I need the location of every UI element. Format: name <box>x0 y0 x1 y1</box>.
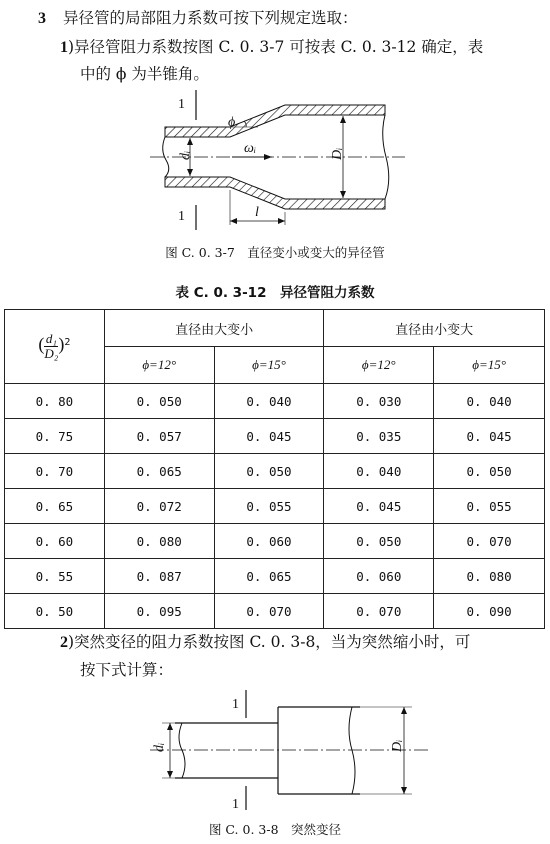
table-cell: 0. 65 <box>5 489 105 524</box>
table-caption: 表 C. 0. 3-12 异径管阻力系数 <box>175 285 375 301</box>
table-cell: 0. 040 <box>324 454 434 489</box>
table-row <box>5 524 545 559</box>
Di-label: Dᵢ <box>330 147 345 160</box>
item-2-line2: 按下式计算： <box>80 661 174 679</box>
table-cell: 0. 057 <box>104 419 214 454</box>
table-row <box>5 559 545 594</box>
figure-caption-1: 图 C. 0. 3-7 直径变小或变大的异径管 <box>165 245 385 260</box>
table-cell: 0. 55 <box>5 559 105 594</box>
di-label: dᵢ <box>152 742 167 752</box>
item-3-number: 3 <box>38 10 46 27</box>
group-header-increasing: 直径由小变大 <box>324 310 545 347</box>
table-cell: 0. 040 <box>214 384 324 419</box>
table-cell: 0. 065 <box>104 454 214 489</box>
table-cell: 0. 035 <box>324 419 434 454</box>
table-cell: 0. 055 <box>214 489 324 524</box>
table-cell: 0. 60 <box>5 524 105 559</box>
table-row <box>5 489 545 524</box>
table-cell: 0. 050 <box>434 454 545 489</box>
item-3-text: 异径管的局部阻力系数可按下列规定选取： <box>62 9 358 27</box>
table-row <box>5 594 545 629</box>
l-label: l <box>255 205 259 220</box>
item-1-line1: )异径管阻力系数按图 C. 0. 3-7 可按表 C. 0. 3-12 确定，表 <box>68 38 484 56</box>
section-label-top: 1 <box>178 97 185 112</box>
subheader-cell: ϕ=15° <box>214 347 324 384</box>
table-cell: 0. 070 <box>324 594 434 629</box>
item-1-line2: 中的 ϕ 为半锥角。 <box>80 65 209 83</box>
ratio-power: 2 <box>64 336 71 348</box>
table-cell: 0. 70 <box>5 454 105 489</box>
table-cell: 0. 050 <box>324 524 434 559</box>
resistance-table <box>4 309 545 629</box>
lower-pipe-wall <box>165 177 385 209</box>
item-1-number: 1 <box>60 39 68 56</box>
reducer-diagram <box>0 90 550 240</box>
item-1 <box>60 35 483 60</box>
table-cell: 0. 070 <box>214 594 324 629</box>
table-row <box>5 454 545 489</box>
table-cell: 0. 080 <box>434 559 545 594</box>
table-cell: 0. 070 <box>434 524 545 559</box>
table-cell: 0. 065 <box>214 559 324 594</box>
table-cell: 0. 060 <box>324 559 434 594</box>
table-cell: 0. 050 <box>214 454 324 489</box>
table-cell: 0. 045 <box>214 419 324 454</box>
table-cell: 0. 030 <box>324 384 434 419</box>
sudden-change-diagram <box>0 690 550 815</box>
table-row <box>5 419 545 454</box>
omega-label: ωᵢ <box>244 141 257 156</box>
item-2-number: 2 <box>60 634 68 651</box>
table-cell: 0. 045 <box>324 489 434 524</box>
group-header-decreasing: 直径由大变小 <box>104 310 324 347</box>
subheader-cell: ϕ=12° <box>324 347 434 384</box>
table-cell: 0. 087 <box>104 559 214 594</box>
subheader-cell: ϕ=15° <box>434 347 545 384</box>
phi-label: ϕ <box>228 115 236 130</box>
section-label-bottom: 1 <box>178 209 185 224</box>
upper-pipe-wall <box>165 105 385 137</box>
di-label: dᵢ <box>178 150 193 160</box>
table-row <box>5 384 545 419</box>
table-cell: 0. 095 <box>104 594 214 629</box>
ratio-denominator: D₂ <box>44 346 59 361</box>
ratio-header: ( $\frac{\text{d₁}}{\text{D₂}}$ )$^2$ <box>5 310 105 384</box>
table-cell: 0. 090 <box>434 594 545 629</box>
table-cell: 0. 50 <box>5 594 105 629</box>
section-label-bottom: 1 <box>232 797 239 812</box>
table-cell: 0. 040 <box>434 384 545 419</box>
item-2-line1: )突然变径的阻力系数按图 C. 0. 3-8，当为突然缩小时，可 <box>68 633 471 651</box>
table-cell: 0. 75 <box>5 419 105 454</box>
figure-caption-2: 图 C. 0. 3-8 突然变径 <box>208 822 342 837</box>
subheader-cell: ϕ=12° <box>104 347 214 384</box>
table-cell: 0. 072 <box>104 489 214 524</box>
section-label-top: 1 <box>232 697 239 712</box>
Di-label: Dᵢ <box>390 739 405 752</box>
item-2 <box>60 630 470 655</box>
table-cell: 0. 045 <box>434 419 545 454</box>
table-cell: 0. 050 <box>104 384 214 419</box>
table-cell: 0. 080 <box>104 524 214 559</box>
item-3 <box>38 6 357 31</box>
ratio-numerator: d₁ <box>45 331 57 346</box>
table-cell: 0. 055 <box>434 489 545 524</box>
table-cell: 0. 060 <box>214 524 324 559</box>
table-cell: 0. 80 <box>5 384 105 419</box>
